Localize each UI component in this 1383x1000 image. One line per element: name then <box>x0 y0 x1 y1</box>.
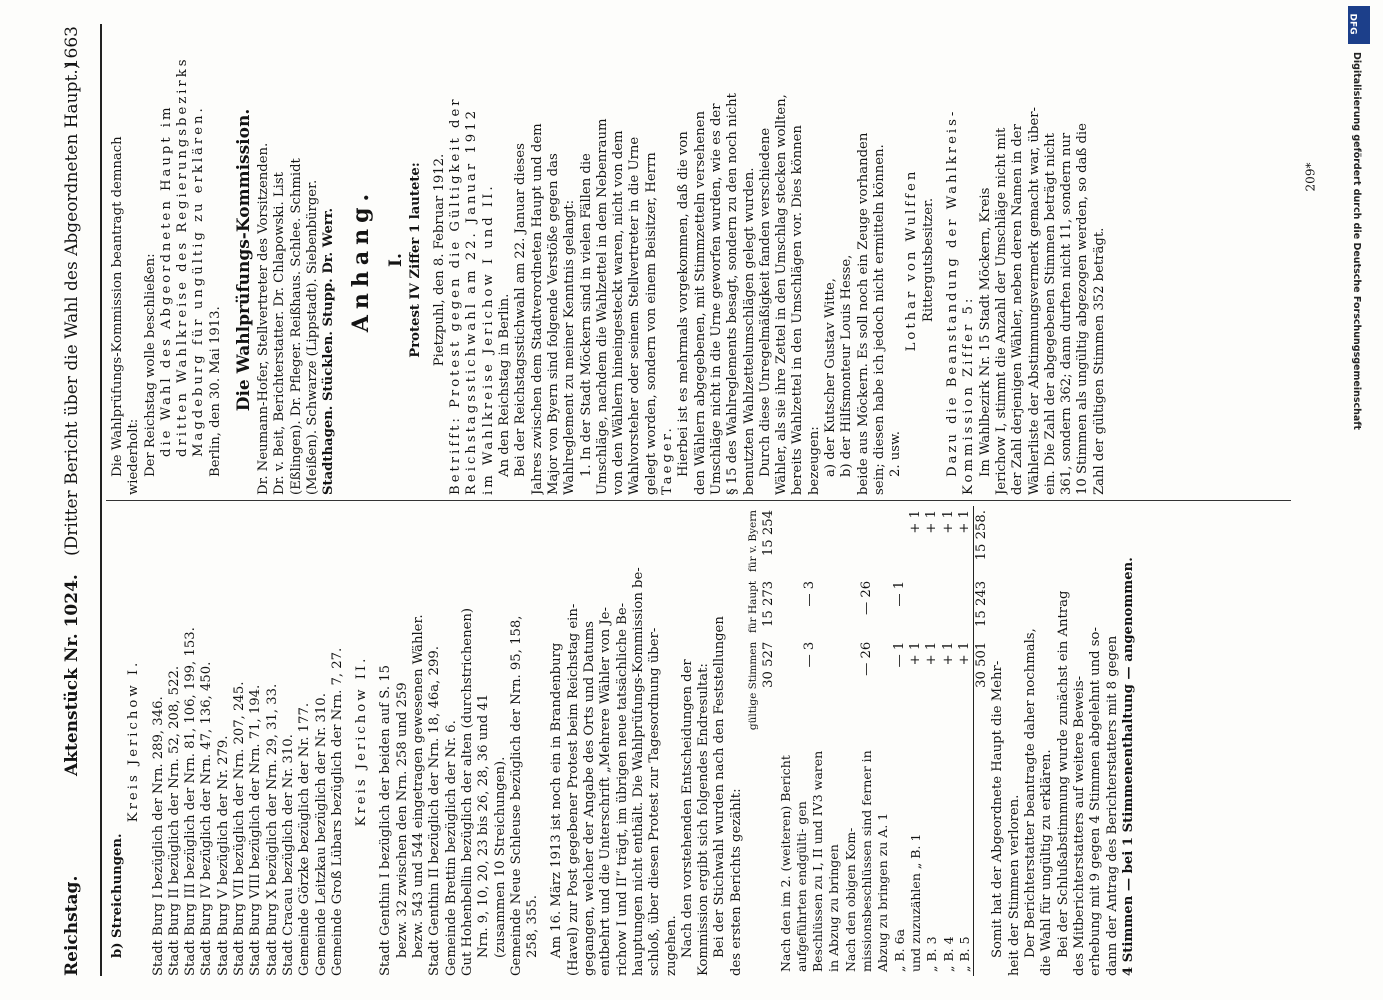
left-column-line: Stadt Genthin II bezüglich der Nrn. 18, 46a, 299. <box>427 646 443 976</box>
right-column-line: bezeugen: <box>806 426 822 495</box>
table-cell <box>843 506 892 577</box>
table-cell: Nach den im 2. (weiteren) Bericht aufgeführten endgülti- gen Beschlüssen zu I, II und IV3 waren in Abzug zu bringen <box>777 750 842 972</box>
header-title: (Dritter Bericht über die Wahl des Abgeordneten Haupt.) <box>62 62 82 556</box>
left-column-line: schloß, über diesen Protest zur Tagesordnung über- <box>647 627 663 976</box>
left-column-line: Stadt Burg VIII bezüglich der Nrn. 71, 194. <box>248 684 264 976</box>
right-column-line: Hierbei ist es mehrmals vorgekommen, daß die von <box>676 131 692 477</box>
right-column-line: Major von Byern sind folgende Verstöße gegen das <box>545 153 561 495</box>
table-cell: + 1 <box>907 641 923 666</box>
left-column-line: (Havel) zur Post gegebener Protest beim Reichstag ein- <box>565 603 581 976</box>
left-column-line: Stadt Burg I bezüglich der Nrn. 289, 346. <box>150 696 166 976</box>
right-column-line: Jerichow I, stimmt die Anzahl der Umschläge nicht mit <box>993 127 1009 495</box>
right-column-line: Lothar von Wulffen <box>904 168 920 352</box>
table-cell <box>892 506 908 577</box>
right-column-line: Umschläge nicht in die Urne geworfen wurden, wie es der <box>708 103 724 495</box>
right-column-line: Wähler, als sie ihre Zettel in den Umschlag stecken wollten, <box>774 94 790 495</box>
table-header-row <box>745 506 761 976</box>
table-cell: + 1 <box>956 641 972 666</box>
right-column-line: Zahl der gültigen Stimmen 352 beträgt. <box>1091 227 1107 495</box>
right-column-line: die Wahl des Abgeordneten Haupt im <box>158 104 174 457</box>
left-tail-line: erhebung mit 9 gegen 4 Stimmen abgelehnt und so- <box>1088 627 1104 976</box>
right-column-line: Anhang. <box>347 187 374 333</box>
left-column-line: Gemeinde Groß Lübars bezüglich der Nrn. 7, 27. <box>329 647 345 976</box>
table-row <box>924 506 940 976</box>
table-cell <box>941 577 957 638</box>
right-column-line: 10 Stimmen als ungültig abgezogen werden, so daß die <box>1075 123 1091 495</box>
table-cell: „ B. 4 <box>940 936 956 972</box>
right-column-line: 361, sondern 362; dann durften nicht 11, sondern nur <box>1059 132 1075 495</box>
right-column-line: b) der Hilfsmonteur Louis Hesse, <box>839 254 855 477</box>
right-column-line: Der Reichstag wolle beschließen: <box>142 253 158 477</box>
left-column-line <box>541 506 549 976</box>
left-column-line: Stadt Burg IV bezüglich der Nrn. 47, 136, 450. <box>199 661 215 976</box>
table-cell <box>761 735 777 976</box>
right-column-line: Dr. v. Beit, Berichterstatter. Dr. Chlapowski. List <box>272 172 288 495</box>
table-total-row <box>974 506 991 976</box>
left-column-line: Gemeinde Leitzkau bezüglich der Nr. 310. <box>313 693 329 976</box>
left-column-line: Stadt Genthin I bezüglich der beiden auf S. 15 <box>378 665 394 976</box>
right-column-line: Stadthagen. Stücklen. Stupp. Dr. Werr. <box>321 207 337 495</box>
right-column-line: Im Wahlbezirk Nr. 15 Stadt Möckern, Kreis <box>977 187 993 477</box>
right-column-line: Bei der Reichstagsstichwahl am 22. Januar dieses <box>513 143 529 477</box>
left-tail-line: Somit hat der Abgeordnete Haupt die Mehr- <box>990 660 1006 958</box>
left-column-line: Nach den vorstehenden Entscheidungen der <box>679 659 695 958</box>
table-cell: „ B. 6a <box>891 929 907 972</box>
right-column-text <box>110 25 1108 495</box>
table-cell <box>924 577 940 638</box>
table-cell: + 1 <box>924 510 940 534</box>
table-cell: gültige Stimmen <box>746 641 759 731</box>
left-column-line: Gemeinde Görzke bezüglich der Nr. 177. <box>297 702 313 976</box>
table-row <box>941 506 957 976</box>
dfg-logo: DFG <box>1348 6 1370 44</box>
right-column-line: § 15 des Wahlreglements besagt, sondern zu den noch nicht <box>725 93 741 495</box>
right-column-line: gelegt worden, sondern von einem Beisitzer, Herrn <box>643 152 659 495</box>
right-column-line: Wahlreglement zu meiner Kenntnis gelangt: <box>562 199 578 495</box>
left-tail-line: dann der Antrag des Berichterstatters mit 8 gegen <box>1104 635 1120 976</box>
left-column-line: Gut Hohenbellin bezüglich der alten (durchstrichenen) <box>459 607 475 976</box>
right-column-line: Rittergutsbesitzer. <box>920 197 936 323</box>
left-tail-line: Der Berichterstatter beantragte daher nochmals, <box>1023 628 1039 958</box>
table-cell <box>908 577 924 638</box>
table-cell: + 1 <box>956 510 972 534</box>
right-column-line <box>937 25 945 495</box>
right-column-line <box>338 25 346 495</box>
right-column-line: wiederholt: <box>126 418 142 495</box>
table-row <box>957 506 974 976</box>
left-column-line: richow I und II“ trägt, im übrigen neue tatsächliche Be- <box>614 602 630 976</box>
right-column <box>110 25 1108 495</box>
table-cell: 30 501 <box>974 638 991 735</box>
table-cell: für Haupt <box>746 580 759 634</box>
left-column-line: Stadt Burg III bezüglich der Nrn. 81, 106, 199, 153. <box>183 627 199 976</box>
right-column-line: Taeger. <box>660 425 676 495</box>
right-column-line: (Meißen). Schwarze (Lippstadt). Siebenbürger. <box>304 179 320 495</box>
right-column-line: Wählerliste der Abstimmungsvermerk gemacht war, über- <box>1026 106 1042 495</box>
table-cell: — 26 <box>859 641 875 676</box>
right-column-line: Durch diese Unregelmäßigkeit fanden verschiedene <box>757 127 773 477</box>
table-row <box>778 506 843 976</box>
left-column-line: Stadt Cracau bezüglich der Nr. 310. <box>280 734 296 976</box>
table-cell: für v. Byern <box>746 510 759 573</box>
right-column-line: sein; diesen habe ich jedoch nicht ermitteln können. <box>871 144 887 495</box>
left-column-line: bezw. 543 und 544 eingetragen gewesenen Wähler. <box>411 614 427 958</box>
right-column-line: der Zahl derjenigen Wähler, neben deren Namen in der <box>1010 124 1026 495</box>
right-column-line <box>376 25 384 495</box>
table-row <box>892 506 908 976</box>
left-column-line: Nrn. 9, 10, 20, 23 bis 26, 28, 36 und 41 <box>476 693 492 958</box>
table-cell <box>974 735 991 976</box>
table-cell: — 1 <box>891 580 907 607</box>
left-column-text <box>110 506 745 976</box>
left-column-line: Kreis Jerichow I. <box>126 659 142 823</box>
right-column-line: Pietzpuhl, den 8. Februar 1912. <box>431 153 447 367</box>
table-cell: + 1 <box>940 641 956 666</box>
left-column-line: Kreis Jerichow II. <box>354 655 370 827</box>
right-column-line: Jahres zwischen dem Stadtverordneten Haupt und dem <box>529 123 545 495</box>
left-column-line: 258, 355. <box>525 895 541 958</box>
table-cell: Nach den obigen Kom- missionsbeschlüssen sind ferner in Abzug zu bringen zu A. 1 <box>842 750 891 972</box>
right-column-line: Protest IV Ziffer 1 lautete: <box>407 162 423 358</box>
right-column-line: Die Wahlprüfungs-Kommission. <box>234 108 255 412</box>
right-column-line: Reichstagsstichwahl am 22. Januar 1912 <box>464 108 480 495</box>
right-column-line: Kommission Ziffer 5: <box>961 295 977 495</box>
table-cell <box>957 577 974 638</box>
table-cell: „ B. 5 <box>956 936 972 972</box>
right-column-line: benutzten Wahlzettelumschlägen gelegt wurden. <box>741 167 757 495</box>
header-rule <box>100 24 102 976</box>
right-column-line: ein. Die Zahl der abgegebenen Stimmen beträgt nicht <box>1042 133 1058 495</box>
table-cell: 30 527 <box>761 641 777 688</box>
left-column-line: bezw. 32 zwischen den Nrn. 258 und 259 <box>394 682 410 958</box>
right-column-line: Berlin, den 30. Mai 1913. <box>207 306 223 477</box>
table-cell: 15 273 <box>761 580 777 628</box>
left-column-line <box>346 506 354 976</box>
left-column-line: hauptungen nicht enthält. Die Wahlprüfungs-Kommission be- <box>630 567 646 976</box>
left-column-line: Stadt Burg X bezüglich der Nrn. 29, 31, 33. <box>264 683 280 976</box>
right-column-line: im Wahlkreise Jerichow I und II. <box>480 183 496 495</box>
left-column-line: gegangen, welcher der Angabe des Orts und Datums <box>582 621 598 976</box>
table-cell: — 3 <box>802 580 818 607</box>
right-column-line: Die Wahlprüfungs-Kommission beantragt demnach <box>110 136 125 477</box>
right-column-line: beide aus Möckern. Es soll noch ein Zeuge vorhanden <box>855 132 871 495</box>
left-column-line: Stadt Burg VII bezüglich der Nrn. 207, 245. <box>232 681 248 976</box>
right-column-line: I. <box>385 253 406 267</box>
left-column-line: entbehrt und die Unterschrift „Mehrere Wähler von Je- <box>598 607 614 976</box>
right-column-line: Betrifft: Protest gegen die Gültigkeit der <box>448 96 464 495</box>
signature-mark: 209* <box>1303 162 1318 192</box>
left-column-line: Stadt Burg II bezüglich der Nrn. 52, 208, 522. <box>166 665 182 976</box>
left-tail-line: heit der Stimmen verloren. <box>1006 794 1022 976</box>
left-column-line: zugehen. <box>663 915 679 976</box>
table-cell <box>778 506 843 577</box>
right-column-line: Dr. Neumann-Hofer, Stellvertreter des Vorsitzenden. <box>256 142 272 495</box>
column-divider <box>106 500 1291 501</box>
table-cell: 15 254 <box>761 510 777 557</box>
table-row <box>843 506 892 976</box>
right-column-line: dritten Wahlkreise des Regierungsbezirks <box>175 56 191 457</box>
right-column-line: 2. usw. <box>888 431 904 477</box>
right-column-line <box>224 25 232 495</box>
left-column-line <box>370 506 378 976</box>
table-cell: + 1 <box>940 510 956 534</box>
table-row <box>761 506 777 976</box>
left-column-tail <box>990 506 1137 976</box>
left-column-line: (zusammen 10 Streichungen). <box>492 756 508 958</box>
left-column-line: Stadt Burg V bezüglich der Nr. 279. <box>215 735 231 976</box>
left-column-line: Gemeinde Neue Schleuse bezüglich der Nrn. 95, 158, <box>508 615 524 976</box>
right-column-line: bereits Wahlzettel in den Umschlägen vor. Dies können <box>790 125 806 495</box>
table-cell: — 3 <box>802 641 818 668</box>
table-cell: + 1 <box>907 510 923 534</box>
table-cell: „ B. 3 <box>924 936 940 972</box>
right-column-line: (Eßlingen). Dr. Pfleger. Reißhaus. Schlee. Schmidt <box>288 158 304 495</box>
table-cell <box>745 735 761 976</box>
left-column-line: des ersten Berichts gezählt: <box>728 788 744 976</box>
right-column-line: An den Reichstag in Berlin. <box>497 293 513 477</box>
table-cell: 15 258. <box>974 506 991 577</box>
right-column-line: a) der Kutscher Gustav Witte, <box>822 278 838 477</box>
left-tail-line: die Wahl für ungültig zu erklären. <box>1039 749 1055 976</box>
table-cell: — 1 <box>891 641 907 668</box>
header-left: Reichstag. <box>62 875 82 976</box>
left-column-line: b) Streichungen. <box>110 833 125 958</box>
table-row <box>908 506 924 976</box>
vote-table <box>745 506 990 976</box>
table-cell: und zuzuzählen „ B. 1 <box>907 833 923 972</box>
right-column-line: den Wählern abgegebenen, mit Stimmzetteln versehenen <box>692 111 708 495</box>
left-column-line: Am 16. März 1913 ist noch ein in Brandenburg <box>549 642 565 958</box>
left-tail-line: des Mitberichterstatters auf weitere Beweis- <box>1071 675 1087 976</box>
right-column-line: Umschläge, nachdem die Wahlzettel in dem Nebenraum <box>594 118 610 495</box>
running-header <box>62 26 102 976</box>
right-column-line: 1. In der Stadt Möckern sind in vielen Fällen die <box>578 153 594 477</box>
table-cell: — 26 <box>859 580 875 616</box>
page-number: 1663 <box>62 26 82 70</box>
left-column-line <box>143 506 151 976</box>
table-cell: + 1 <box>924 641 940 666</box>
right-column-line: Dazu die Beanstandung der Wahlkreis- <box>945 108 961 477</box>
table-cell: 15 243 <box>974 577 991 638</box>
right-column-line: Wahlvorsteher oder seinem Stellvertreter in die Urne <box>627 136 643 495</box>
right-column-line: von den Wählern hineingesteckt waren, nicht von dem <box>611 130 627 495</box>
left-column-line: Kommission ergibt sich folgendes Endresultat: <box>696 663 712 976</box>
digitization-sidebar <box>1338 0 1383 1000</box>
left-column-line: Gemeinde Brettin bezüglich der Nr. 6. <box>443 720 459 976</box>
left-column <box>110 506 1137 976</box>
left-column-line: Bei der Stichwahl wurden nach den Feststellungen <box>712 616 728 958</box>
header-center: Aktenstück Nr. 1024. <box>62 574 82 776</box>
digitization-note: Digitalisierung gefördert durch die Deutsche Forschungsgemeinschaft <box>1351 52 1362 430</box>
right-column-line: Magdeburg für ungültig zu erklären. <box>191 105 207 457</box>
left-tail-line: 4 Stimmen — bei 1 Stimmenenthaltung — angenommen. <box>1120 557 1136 976</box>
left-tail-line: Bei der Schlußabstimmung wurde zunächst ein Antrag <box>1055 590 1071 958</box>
right-column-line <box>424 25 432 495</box>
